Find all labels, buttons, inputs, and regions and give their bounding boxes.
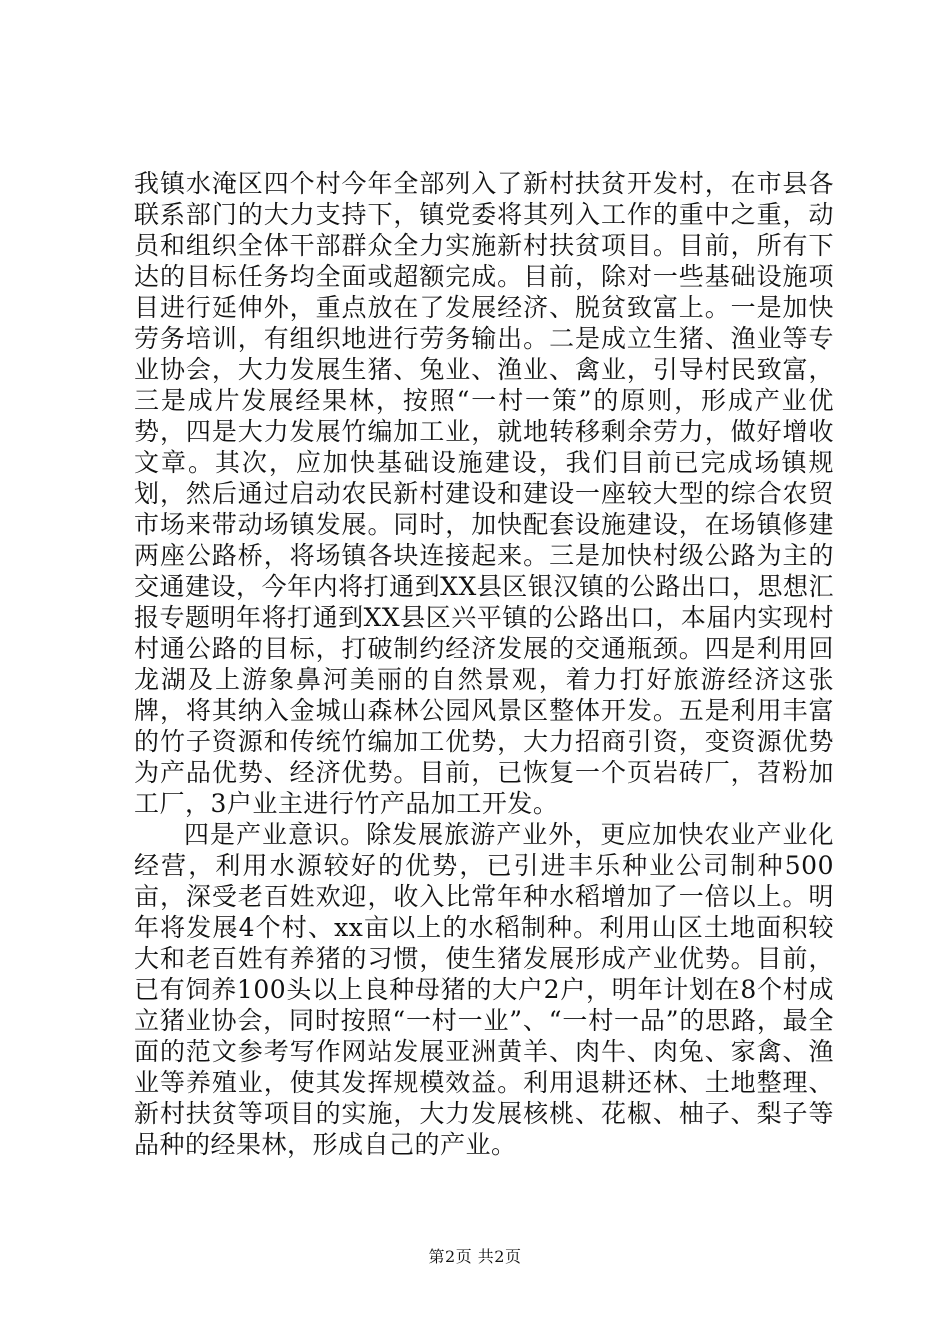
- body-text: [134, 168, 834, 1160]
- paragraph-2: 四是产业意识。除发展旅游产业外，更应加快农业产业化经营，利用水源较好的优势，已引进丰乐种业公司制种500亩，深受老百姓欢迎，收入比常年种水稻增加了一倍以上。明年将发展4个村、xx亩以上的水稻制种。利用山区土地面积较大和老百姓有养猪的习惯，使生猪发展形成产业优势。目前，已有饲养100头以上良种母猪的大户2户，明年计划在8个村成立猪业协会，同时按照“一村一业”、“一村一品”的思路，最全面的范文参考写作网站发展亚洲黄羊、肉牛、肉兔、家禽、渔业等养殖业，使其发挥规模效益。利用退耕还林、土地整理、新村扶贫等项目的实施，大力发展核桃、花椒、柚子、梨子等品种的经果林，形成自己的产业。: [134, 820, 834, 1159]
- page-number-footer: 第2页 共2页: [428, 1247, 522, 1266]
- paragraph-1: 我镇水淹区四个村今年全部列入了新村扶贫开发村，在市县各联系部门的大力支持下，镇党委将其列入工作的重中之重，动员和组织全体干部群众全力实施新村扶贫项目。目前，所有下达的目标任务均全面或超额完成。目前，除对一些基础设施项目进行延伸外，重点放在了发展经济、脱贫致富上。一是加快劳务培训，有组织地进行劳务输出。二是成立生猪、渔业等专业协会，大力发展生猪、兔业、渔业、禽业，引导村民致富，三是成片发展经果林，按照“一村一策”的原则，形成产业优势，四是大力发展竹编加工业，就地转移剩余劳力，做好增收文章。其次，应加快基础设施建设，我们目前已完成场镇规划，然后通过启动农民新村建设和建设一座较大型的综合农贸市场来带动场镇发展。同时，加快配套设施建设，在场镇修建两座公路桥，将场镇各块连接起来。三是加快村级公路为主的交通建设，今年内将打通到XX县区银汉镇的公路出口，思想汇报专题明年将打通到XX县区兴平镇的公路出口，本届内实现村村通公路的目标，打破制约经济发展的交通瓶颈。四是利用回龙湖及上游象鼻河美丽的自然景观，着力打好旅游经济这张牌，将其纳入金城山森林公园风景区整体开发。五是利用丰富的竹子资源和传统竹编加工优势，大力招商引资，变资源优势为产品优势、经济优势。目前，已恢复一个页岩砖厂，苕粉加工厂，3户业主进行竹产品加工开发。: [134, 169, 834, 818]
